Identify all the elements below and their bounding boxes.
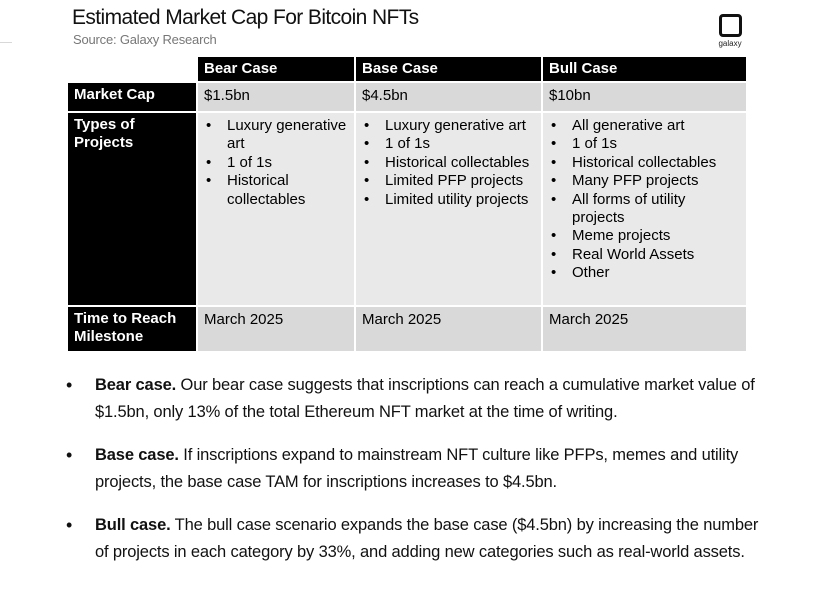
types-bull-item: • 1 of 1s [549, 135, 740, 153]
table-row-types [67, 112, 747, 306]
types-base-item: • Luxury generative art [362, 117, 535, 135]
table-header-row [67, 56, 747, 82]
note-base-heading: Base case. [95, 446, 179, 464]
types-base-item: • Historical collectables [362, 154, 535, 172]
header-corner [67, 56, 197, 82]
types-bear-item: • Historical collectables [204, 172, 348, 209]
column-header-bear: Bear Case [197, 56, 355, 82]
note-bull-text: The bull case scenario expands the base case ($4.5bn) by increasing the number of projects in each category by 33%, and adding new categories such as real-world assets. [95, 516, 759, 561]
types-bull-item: • Historical collectables [549, 154, 740, 172]
types-base-item: • Limited utility projects [362, 191, 535, 209]
types-bull-item: • Many PFP projects [549, 172, 740, 190]
scenario-notes [62, 372, 762, 582]
types-base-item: • 1 of 1s [362, 135, 535, 153]
cell-market-cap-bear: $1.5bn [197, 82, 355, 112]
types-bear-item: • Luxury generative art [204, 117, 348, 154]
galaxy-logo [714, 14, 746, 56]
types-bull-item: • All forms of utility projects [549, 191, 740, 228]
table-row-time [67, 306, 747, 352]
types-bull-item: • Other [549, 264, 740, 282]
types-list-bull [549, 117, 740, 283]
galaxy-logo-icon [719, 14, 742, 37]
source-caption: Source: Galaxy Research [73, 32, 217, 47]
types-bull-item: • Meme projects [549, 227, 740, 245]
types-bull-item: • Real World Assets [549, 246, 740, 264]
types-base-item: • Limited PFP projects [362, 172, 535, 190]
cell-types-bull [542, 112, 747, 306]
note-bull-heading: Bull case. [95, 516, 171, 534]
cell-market-cap-bull: $10bn [542, 82, 747, 112]
table-row-market-cap [67, 82, 747, 112]
galaxy-logo-text: galaxy [718, 39, 742, 48]
cell-market-cap-base: $4.5bn [355, 82, 542, 112]
cell-time-bear: March 2025 [197, 306, 355, 352]
cell-time-bull: March 2025 [542, 306, 747, 352]
left-divider [0, 42, 12, 43]
note-bull [62, 512, 762, 565]
note-bear-heading: Bear case. [95, 376, 177, 394]
page-title: Estimated Market Cap For Bitcoin NFTs [72, 6, 419, 29]
row-label-time-line2: Milestone [74, 328, 144, 345]
cell-types-base [355, 112, 542, 306]
column-header-bull: Bull Case [542, 56, 747, 82]
note-bear [62, 372, 762, 425]
row-label-time-line1: Time to Reach [74, 310, 177, 327]
note-bear-text: Our bear case suggests that inscriptions can reach a cumulative market value of $1.5bn, only 13% of the total Ethereum NFT market at the time of writing. [95, 376, 755, 421]
types-bull-item: • All generative art [549, 117, 740, 135]
note-base [62, 442, 762, 495]
cell-time-base: March 2025 [355, 306, 542, 352]
row-label-types-line2: Projects [74, 134, 134, 151]
types-list-base [362, 117, 535, 209]
row-label-types [67, 112, 197, 306]
cell-types-bear [197, 112, 355, 306]
row-label-time [67, 306, 197, 352]
types-bear-item: • 1 of 1s [204, 154, 348, 172]
column-header-base: Base Case [355, 56, 542, 82]
note-base-text: If inscriptions expand to mainstream NFT culture like PFPs, memes and utility projects, the base case TAM for inscriptions increases to $4.5bn. [95, 446, 739, 491]
types-list-bear [204, 117, 348, 209]
row-label-types-line1: Types of [74, 116, 135, 133]
row-label-market-cap: Market Cap [67, 82, 197, 112]
market-cap-table [66, 55, 748, 353]
